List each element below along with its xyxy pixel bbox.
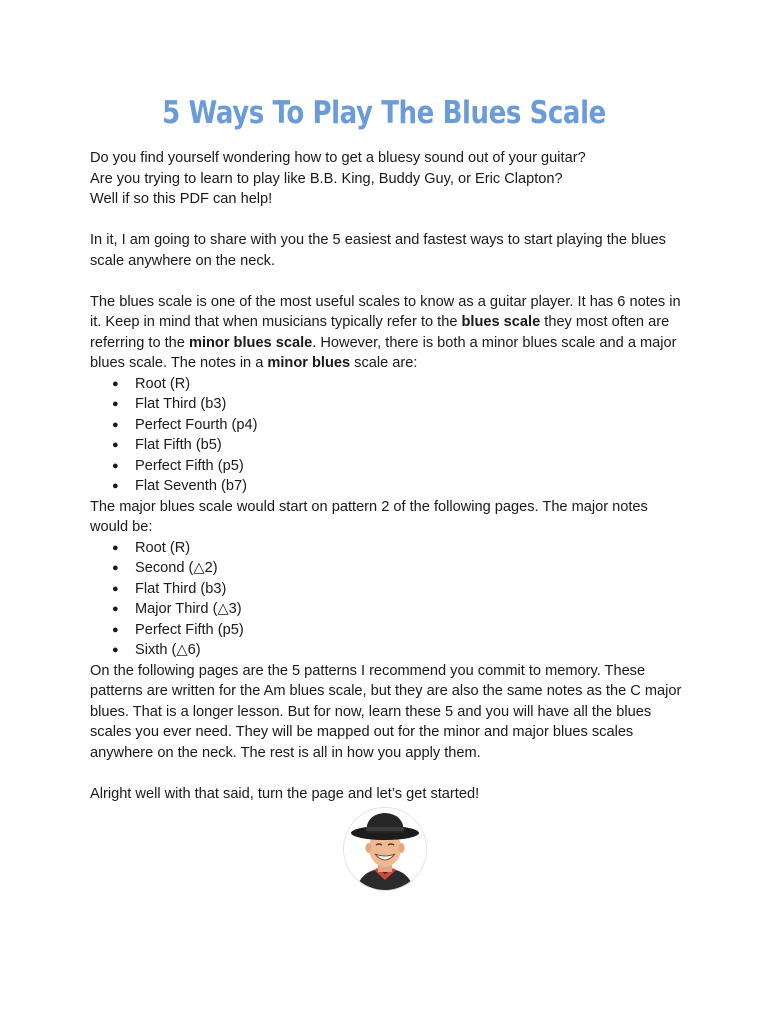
avatar: [343, 807, 427, 891]
list-item: ● Root (R): [90, 538, 690, 559]
list-item: ● Flat Fifth (b5): [90, 435, 690, 456]
intro-line-3: Well if so this PDF can help!: [90, 191, 273, 207]
text-segment: scale are:: [350, 355, 418, 371]
list-item: ● Perfect Fifth (p5): [90, 456, 690, 477]
list-item: ● Second (△2): [90, 558, 690, 579]
list-item: ● Major Third (△3): [90, 599, 690, 620]
paragraph-share: In it, I am going to share with you the 5 easiest and fastest ways to start playing the blues scale anywhere on the neck.: [90, 232, 666, 269]
list-item: ● Flat Third (b3): [90, 579, 690, 600]
list-item: ● Perfect Fourth (p4): [90, 415, 690, 436]
bold-minor-blues-scale: minor blues scale: [188, 334, 313, 351]
intro-line-2: Are you trying to learn to play like B.B. King, Buddy Guy, or Eric Clapton?: [90, 170, 563, 187]
text-segment: . However, there is both a minor blues scale and a major blues scale. The notes in a: [90, 334, 677, 371]
paragraph-closing: Alright well with that said, turn the page and let’s get started!: [90, 785, 480, 802]
avatar-portrait-icon: [344, 808, 426, 890]
bold-minor-blues: minor blues: [267, 355, 351, 371]
bold-blues-scale: blues scale: [461, 314, 541, 330]
major-notes-list: [90, 538, 690, 661]
paragraph-blues-scale: [90, 292, 690, 374]
list-item: ● Sixth (△6): [90, 640, 690, 661]
page-title: 5 Ways To Play The Blues Scale: [162, 95, 606, 131]
intro-line-1: Do you find yourself wondering how to get a bluesy sound out of your guitar?: [90, 150, 586, 166]
paragraph-patterns: On the following pages are the 5 patterns I recommend you commit to memory. These patterns are written for the Am blues scale, but they are also the same notes as the C major blues. That is a longer lesson. But for now, learn these 5 and you will have all the blues scales you ever need. They will be mapped out for the minor and major blues scales anywhere on the neck. The rest is all in how you apply them.: [90, 662, 682, 761]
list-item: ● Perfect Fifth (p5): [90, 620, 690, 641]
list-item: ● Flat Third (b3): [90, 394, 690, 415]
document-body: [90, 148, 690, 804]
text-segment: The blues scale is one of the most useful scales to know as a guitar player. It has 6 notes in it. Keep in mind that when musicians typically refer to the: [90, 293, 681, 330]
list-item: ● Flat Seventh (b7): [90, 476, 690, 497]
list-item: ● Root (R): [90, 374, 690, 395]
paragraph-major-intro: The major blues scale would start on pattern 2 of the following pages. The major notes would be:: [90, 498, 648, 535]
text-segment: they most often are referring to the: [90, 314, 670, 351]
minor-notes-list: [90, 374, 690, 497]
